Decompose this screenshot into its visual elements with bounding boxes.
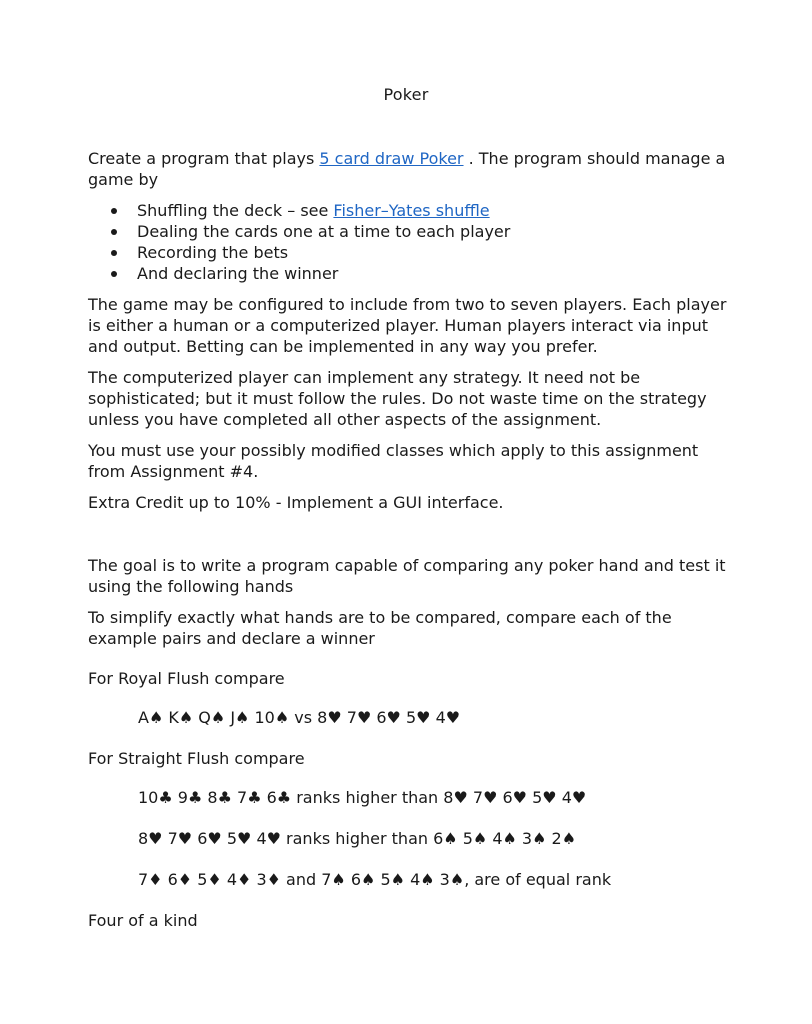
page-title: Poker — [383, 85, 429, 104]
list-item-text: And declaring the winner — [137, 264, 339, 283]
straight-flush-heading: For Straight Flush compare — [88, 749, 305, 768]
fisher-yates-link[interactable]: Fisher–Yates shuffle — [333, 201, 490, 220]
straight-flush-hand-1: 10♣ 9♣ 8♣ 7♣ 6♣ ranks higher than 8♥ 7♥ 6♥ 5♥ 4♥ — [138, 788, 587, 807]
four-of-a-kind-heading: Four of a kind — [88, 911, 198, 930]
straight-flush-hand-3: 7♦ 6♦ 5♦ 4♦ 3♦ and 7♠ 6♠ 5♠ 4♠ 3♠, are of equal rank — [138, 870, 612, 889]
spacer — [88, 523, 738, 555]
strategy-paragraph: The computerized player can implement any strategy. It need not be sophisticated; but it must follow the rules. Do not waste time on the strategy unless you have completed all other aspects of the assignment. — [88, 368, 707, 429]
list-item-text: Recording the bets — [137, 243, 289, 262]
bullet-icon — [111, 208, 117, 214]
bullet-icon — [111, 271, 117, 277]
list-item — [137, 263, 738, 284]
classes-paragraph: You must use your possibly modified classes which apply to this assignment from Assignment #4. — [88, 441, 699, 481]
goal-paragraph: The goal is to write a program capable of comparing any poker hand and test it using the following hands — [88, 556, 726, 596]
poker-link[interactable]: 5 card draw Poker — [319, 149, 464, 168]
extra-credit-paragraph: Extra Credit up to 10% - Implement a GUI interface. — [88, 493, 504, 512]
document-body — [88, 148, 738, 941]
straight-flush-hand-2: 8♥ 7♥ 6♥ 5♥ 4♥ ranks higher than 6♠ 5♠ 4♠ 3♠ 2♠ — [138, 829, 577, 848]
royal-flush-heading: For Royal Flush compare — [88, 669, 285, 688]
intro-text-after: . The program should manage a game by — [88, 149, 726, 189]
bullet-icon — [111, 229, 117, 235]
simplify-paragraph: To simplify exactly what hands are to be compared, compare each of the example pairs and declare a winner — [88, 608, 672, 648]
list-item-text: Dealing the cards one at a time to each player — [137, 222, 511, 241]
list-item-text: Shuffling the deck – see — [137, 201, 334, 220]
list-item — [137, 200, 738, 221]
intro-text-before: Create a program that plays — [88, 149, 320, 168]
royal-flush-hand: A♠ K♠ Q♠ J♠ 10♠ vs 8♥ 7♥ 6♥ 5♥ 4♥ — [138, 708, 461, 727]
players-paragraph: The game may be configured to include from two to seven players. Each player is either a human or a computerized player. Human players interact via input and output. Betting can be implemented in any way you prefer. — [88, 295, 727, 356]
list-item — [137, 221, 738, 242]
task-list — [88, 200, 738, 284]
list-item — [137, 242, 738, 263]
intro-paragraph — [88, 148, 738, 190]
bullet-icon — [111, 250, 117, 256]
